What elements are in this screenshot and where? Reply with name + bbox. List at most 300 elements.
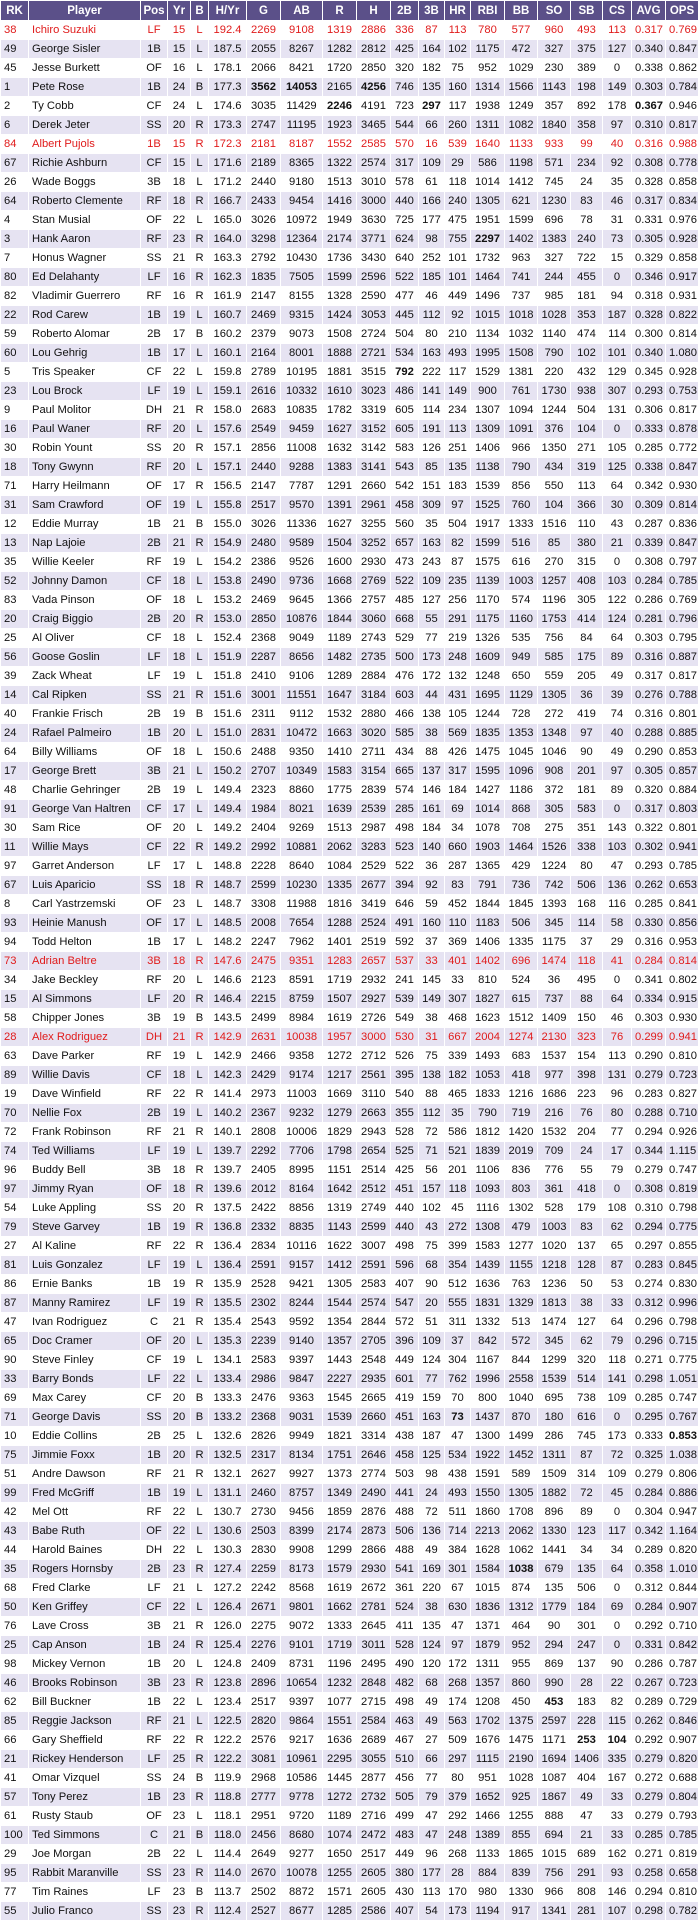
cell-2b: 361 — [391, 1579, 419, 1598]
cell-player: Luke Appling — [29, 1199, 141, 1218]
cell-cs: 0 — [603, 1180, 632, 1199]
table-row — [1, 1807, 698, 1826]
cell-bb: 1129 — [505, 686, 538, 705]
cell-3b: 75 — [419, 1047, 445, 1066]
cell-h-per-yr: 151.6 — [209, 705, 247, 724]
cell-2b: 522 — [391, 268, 419, 287]
cell-avg: 0.286 — [632, 1655, 666, 1674]
cell-3b: 36 — [419, 857, 445, 876]
cell-sb: 118 — [571, 952, 603, 971]
cell-avg: 0.344 — [632, 1142, 666, 1161]
table-row — [1, 591, 698, 610]
table-row — [1, 173, 698, 192]
table-row — [1, 914, 698, 933]
table-row — [1, 1560, 698, 1579]
cell-h-per-yr: 124.8 — [209, 1655, 247, 1674]
cell-ops: 0.857 — [666, 762, 698, 781]
cell-ops: 0.886 — [666, 1484, 698, 1503]
cell-3b: 35 — [419, 515, 445, 534]
cell-avg: 0.310 — [632, 116, 666, 135]
cell-h: 2839 — [357, 781, 391, 800]
cell-so: 1537 — [538, 1047, 571, 1066]
cell-player: Craig Biggio — [29, 610, 141, 629]
cell-player: Steve Garvey — [29, 1218, 141, 1237]
cell-so: 696 — [538, 211, 571, 230]
cell-pos: DH — [141, 1028, 168, 1047]
cell-2b: 583 — [391, 439, 419, 458]
cell-so: 559 — [538, 667, 571, 686]
cell-g: 2789 — [247, 363, 281, 382]
cell-g: 2649 — [247, 1845, 281, 1864]
cell-so: 294 — [538, 1636, 571, 1655]
cell-sb: 49 — [571, 1788, 603, 1807]
cell-h: 2596 — [357, 268, 391, 287]
cell-rk: 8 — [1, 895, 29, 914]
cell-bb: 952 — [505, 1636, 538, 1655]
cell-2b: 522 — [391, 857, 419, 876]
cell-rk: 68 — [1, 1579, 29, 1598]
cell-hr: 47 — [445, 1617, 471, 1636]
cell-r: 1151 — [323, 1161, 357, 1180]
cell-avg: 0.318 — [632, 287, 666, 306]
cell-h-per-yr: 135.3 — [209, 1332, 247, 1351]
cell-player: Rabbit Maranville — [29, 1864, 141, 1883]
cell-hr: 210 — [445, 325, 471, 344]
cell-ab: 10654 — [281, 1674, 323, 1693]
cell-rbi: 1389 — [471, 1826, 505, 1845]
cell-ab: 8680 — [281, 1826, 323, 1845]
cell-rbi: 1106 — [471, 1161, 505, 1180]
cell-rbi: 1839 — [471, 1142, 505, 1161]
cell-h: 2605 — [357, 1883, 391, 1902]
cell-player: Garret Anderson — [29, 857, 141, 876]
cell-avg: 0.316 — [632, 933, 666, 952]
cell-rk: 65 — [1, 1332, 29, 1351]
cell-3b: 137 — [419, 762, 445, 781]
cell-player: Tris Speaker — [29, 363, 141, 382]
cell-r: 1532 — [323, 705, 357, 724]
cell-3b: 252 — [419, 249, 445, 268]
cell-player: Fred Clarke — [29, 1579, 141, 1598]
cell-b: R — [191, 952, 209, 971]
cell-hr: 384 — [445, 1541, 471, 1560]
cell-cs: 0 — [603, 1408, 632, 1427]
cell-hr: 311 — [445, 1313, 471, 1332]
cell-ops: 0.801 — [666, 819, 698, 838]
cell-h-per-yr: 150.6 — [209, 743, 247, 762]
cell-pos: OF — [141, 895, 168, 914]
cell-so: 571 — [538, 154, 571, 173]
cell-hr: 268 — [445, 1674, 471, 1693]
cell-rbi: 1951 — [471, 211, 505, 230]
cell-ops: 0.710 — [666, 1617, 698, 1636]
cell-bb: 1082 — [505, 116, 538, 135]
cell-ab: 8267 — [281, 40, 323, 59]
cell-r: 1333 — [323, 1617, 357, 1636]
cell-sb: 389 — [571, 59, 603, 78]
table-row — [1, 230, 698, 249]
cell-2b: 605 — [391, 401, 419, 420]
cell-b: L — [191, 344, 209, 363]
cell-yr: 19 — [168, 705, 191, 724]
cell-g: 3081 — [247, 1750, 281, 1769]
cell-ops: 0.844 — [666, 1579, 698, 1598]
cell-yr: 20 — [168, 990, 191, 1009]
cell-3b: 80 — [419, 325, 445, 344]
cell-avg: 0.283 — [632, 1085, 666, 1104]
cell-sb: 253 — [571, 1731, 603, 1750]
cell-h-per-yr: 158.0 — [209, 401, 247, 420]
cell-player: Adrian Beltre — [29, 952, 141, 971]
table-row — [1, 572, 698, 591]
cell-sb: 205 — [571, 667, 603, 686]
cell-2b: 451 — [391, 1408, 419, 1427]
cell-2b: 440 — [391, 1199, 419, 1218]
cell-hr: 29 — [445, 154, 471, 173]
cell-ab: 9112 — [281, 705, 323, 724]
cell-rk: 34 — [1, 971, 29, 990]
cell-r: 1424 — [323, 306, 357, 325]
cell-2b: 485 — [391, 591, 419, 610]
cell-ops: 0.798 — [666, 1313, 698, 1332]
cell-cs: 107 — [603, 1902, 632, 1921]
cell-ops: 0.715 — [666, 1332, 698, 1351]
cell-2b: 540 — [391, 1085, 419, 1104]
cell-avg: 0.285 — [632, 439, 666, 458]
cell-ops: 1.051 — [666, 1370, 698, 1389]
cell-cs: 76 — [603, 1028, 632, 1047]
cell-r: 1383 — [323, 458, 357, 477]
cell-yr: 19 — [168, 1142, 191, 1161]
cell-r: 1888 — [323, 344, 357, 363]
cell-g: 2527 — [247, 1902, 281, 1921]
cell-b: L — [191, 1807, 209, 1826]
cell-pos: 1B — [141, 724, 168, 743]
cell-ab: 9456 — [281, 1503, 323, 1522]
table-row — [1, 1655, 698, 1674]
cell-yr: 22 — [168, 1522, 191, 1541]
cell-g: 2302 — [247, 1294, 281, 1313]
cell-sb: 240 — [571, 230, 603, 249]
cell-yr: 19 — [168, 781, 191, 800]
cell-bb: 803 — [505, 1180, 538, 1199]
cell-cs: 40 — [603, 724, 632, 743]
cell-h: 3255 — [357, 515, 391, 534]
cell-hr: 170 — [445, 1883, 471, 1902]
cell-ab: 8757 — [281, 1484, 323, 1503]
cell-r: 2174 — [323, 1522, 357, 1541]
cell-3b: 145 — [419, 971, 445, 990]
cell-pos: LF — [141, 1750, 168, 1769]
cell-h: 2848 — [357, 1674, 391, 1693]
cell-2b: 336 — [391, 21, 419, 40]
cell-ops: 0.769 — [666, 21, 698, 40]
cell-so: 1840 — [538, 116, 571, 135]
cell-ops: 0.778 — [666, 154, 698, 173]
cell-sb: 89 — [571, 1503, 603, 1522]
cell-b: L — [191, 1370, 209, 1389]
cell-avg: 0.289 — [632, 1693, 666, 1712]
cell-hr: 755 — [445, 230, 471, 249]
cell-r: 1751 — [323, 1446, 357, 1465]
cell-rbi: 1167 — [471, 1351, 505, 1370]
cell-player: Luis Gonzalez — [29, 1256, 141, 1275]
cell-h: 2724 — [357, 325, 391, 344]
cell-rbi: 1623 — [471, 1009, 505, 1028]
cell-hr: 219 — [445, 629, 471, 648]
cell-avg: 0.288 — [632, 724, 666, 743]
cell-cs: 72 — [603, 1446, 632, 1465]
cell-ab: 9847 — [281, 1370, 323, 1389]
cell-rbi: 1332 — [471, 1313, 505, 1332]
cell-avg: 0.279 — [632, 1788, 666, 1807]
cell-rk: 25 — [1, 1636, 29, 1655]
table-row — [1, 1237, 698, 1256]
cell-so: 361 — [538, 1180, 571, 1199]
cell-ops: 0.814 — [666, 952, 698, 971]
cell-h: 2660 — [357, 477, 391, 496]
cell-2b: 498 — [391, 819, 419, 838]
cell-r: 1650 — [323, 1845, 357, 1864]
cell-sb: 223 — [571, 1085, 603, 1104]
cell-bb: 1508 — [505, 344, 538, 363]
cell-h: 2646 — [357, 1446, 391, 1465]
cell-ab: 9421 — [281, 1275, 323, 1294]
cell-cs: 143 — [603, 819, 632, 838]
cell-g: 2181 — [247, 135, 281, 154]
table-row — [1, 1693, 698, 1712]
cell-cs: 43 — [603, 515, 632, 534]
header-2b: 2B — [391, 1, 419, 21]
cell-pos: 3B — [141, 173, 168, 192]
cell-hr: 287 — [445, 857, 471, 876]
cell-so: 230 — [538, 59, 571, 78]
cell-avg: 0.295 — [632, 1408, 666, 1427]
cell-bb: 429 — [505, 857, 538, 876]
cell-r: 1599 — [323, 268, 357, 287]
cell-avg: 0.279 — [632, 1807, 666, 1826]
cell-rk: 23 — [1, 382, 29, 401]
cell-avg: 0.284 — [632, 572, 666, 591]
cell-pos: LF — [141, 1883, 168, 1902]
cell-2b: 467 — [391, 1731, 419, 1750]
cell-ab: 9358 — [281, 1047, 323, 1066]
cell-yr: 19 — [168, 1104, 191, 1123]
cell-3b: 38 — [419, 724, 445, 743]
cell-bb: 763 — [505, 1275, 538, 1294]
cell-ops: 0.806 — [666, 1465, 698, 1484]
cell-sb: 305 — [571, 591, 603, 610]
cell-rk: 63 — [1, 1047, 29, 1066]
cell-pos: RF — [141, 458, 168, 477]
cell-h-per-yr: 127.4 — [209, 1560, 247, 1579]
cell-bb: 1091 — [505, 420, 538, 439]
cell-h-per-yr: 149.4 — [209, 781, 247, 800]
cell-ab: 9778 — [281, 1788, 323, 1807]
cell-2b: 549 — [391, 1009, 419, 1028]
cell-h: 2844 — [357, 1313, 391, 1332]
cell-b: L — [191, 1427, 209, 1446]
cell-g: 2896 — [247, 1674, 281, 1693]
cell-h-per-yr: 157.6 — [209, 420, 247, 439]
cell-player: Nap Lajoie — [29, 534, 141, 553]
cell-g: 2422 — [247, 1199, 281, 1218]
cell-g: 2311 — [247, 705, 281, 724]
cell-g: 2287 — [247, 648, 281, 667]
table-row — [1, 306, 698, 325]
cell-b: R — [191, 192, 209, 211]
cell-2b: 458 — [391, 496, 419, 515]
cell-b: L — [191, 857, 209, 876]
cell-bb: 874 — [505, 1579, 538, 1598]
cell-rk: 86 — [1, 1275, 29, 1294]
cell-yr: 18 — [168, 591, 191, 610]
cell-so: 1694 — [538, 1750, 571, 1769]
cell-b: L — [191, 1598, 209, 1617]
cell-h-per-yr: 160.1 — [209, 344, 247, 363]
cell-bb: 589 — [505, 1465, 538, 1484]
cell-pos: LF — [141, 990, 168, 1009]
cell-yr: 19 — [168, 1484, 191, 1503]
cell-pos: 1B — [141, 135, 168, 154]
cell-ab: 8984 — [281, 1009, 323, 1028]
cell-r: 1305 — [323, 1275, 357, 1294]
cell-cs: 0 — [603, 1617, 632, 1636]
cell-b: R — [191, 1218, 209, 1237]
table-row — [1, 743, 698, 762]
cell-bb: 696 — [505, 952, 538, 971]
cell-pos: LF — [141, 1256, 168, 1275]
cell-r: 1821 — [323, 1427, 357, 1446]
cell-2b: 396 — [391, 1332, 419, 1351]
header-rbi: RBI — [471, 1, 505, 21]
cell-h: 2519 — [357, 933, 391, 952]
cell-cs: 17 — [603, 1142, 632, 1161]
cell-player: Sam Crawford — [29, 496, 141, 515]
cell-h-per-yr: 122.2 — [209, 1731, 247, 1750]
cell-yr: 16 — [168, 287, 191, 306]
cell-ab: 8244 — [281, 1294, 323, 1313]
cell-2b: 458 — [391, 1446, 419, 1465]
cell-so: 345 — [538, 1332, 571, 1351]
cell-rbi: 1702 — [471, 1712, 505, 1731]
cell-rbi: 1015 — [471, 1579, 505, 1598]
cell-cs: 122 — [603, 591, 632, 610]
table-row — [1, 1370, 698, 1389]
cell-h: 3060 — [357, 610, 391, 629]
cell-sb: 455 — [571, 268, 603, 287]
cell-so: 1311 — [538, 1446, 571, 1465]
cell-avg: 0.329 — [632, 249, 666, 268]
cell-pos: SS — [141, 686, 168, 705]
cell-bb: 719 — [505, 1104, 538, 1123]
cell-player: Ken Griffey — [29, 1598, 141, 1617]
cell-r: 1482 — [323, 648, 357, 667]
cell-player: Vladimir Guerrero — [29, 287, 141, 306]
cell-sb: 150 — [571, 1009, 603, 1028]
cell-ops: 0.853 — [666, 743, 698, 762]
cell-2b: 476 — [391, 667, 419, 686]
cell-cs: 47 — [603, 857, 632, 876]
cell-ops: 0.793 — [666, 1807, 698, 1826]
cell-ab: 8365 — [281, 154, 323, 173]
cell-g: 2008 — [247, 914, 281, 933]
cell-cs: 34 — [603, 1541, 632, 1560]
cell-3b: 68 — [419, 1674, 445, 1693]
cell-hr: 714 — [445, 1522, 471, 1541]
cell-yr: 20 — [168, 116, 191, 135]
cell-b: B — [191, 1769, 209, 1788]
cell-cs: 117 — [603, 1522, 632, 1541]
cell-h: 2590 — [357, 287, 391, 306]
cell-player: Sam Rice — [29, 819, 141, 838]
cell-b: B — [191, 1826, 209, 1845]
cell-hr: 569 — [445, 724, 471, 743]
cell-so: 1393 — [538, 895, 571, 914]
cell-ops: 0.784 — [666, 78, 698, 97]
cell-2b: 640 — [391, 249, 419, 268]
cell-3b: 33 — [419, 952, 445, 971]
cell-3b: 124 — [419, 1636, 445, 1655]
cell-sb: 414 — [571, 610, 603, 629]
cell-cs: 131 — [603, 401, 632, 420]
cell-r: 2246 — [323, 97, 357, 116]
cell-ops: 0.787 — [666, 1655, 698, 1674]
cell-rk: 45 — [1, 59, 29, 78]
cell-rbi: 1550 — [471, 1484, 505, 1503]
table-row — [1, 629, 698, 648]
cell-avg: 0.287 — [632, 515, 666, 534]
cell-ops: 0.885 — [666, 724, 698, 743]
cell-2b: 463 — [391, 1712, 419, 1731]
table-row — [1, 1484, 698, 1503]
cell-avg: 0.304 — [632, 1503, 666, 1522]
cell-ab: 7962 — [281, 933, 323, 952]
cell-yr: 19 — [168, 496, 191, 515]
table-row — [1, 477, 698, 496]
cell-h-per-yr: 130.3 — [209, 1541, 247, 1560]
cell-avg: 0.342 — [632, 477, 666, 496]
header-player: Player — [29, 1, 141, 21]
cell-g: 2830 — [247, 1541, 281, 1560]
cell-ab: 9350 — [281, 743, 323, 762]
cell-rbi: 1732 — [471, 249, 505, 268]
cell-g: 2488 — [247, 743, 281, 762]
cell-b: R — [191, 1180, 209, 1199]
cell-cs: 90 — [603, 1655, 632, 1674]
cell-2b: 320 — [391, 59, 419, 78]
cell-3b: 59 — [419, 895, 445, 914]
cell-sb: 808 — [571, 1883, 603, 1902]
cell-ab: 8860 — [281, 781, 323, 800]
cell-b: R — [191, 990, 209, 1009]
cell-sb: 320 — [571, 1351, 603, 1370]
cell-g: 2275 — [247, 1617, 281, 1636]
cell-bb: 1160 — [505, 610, 538, 629]
cell-h-per-yr: 133.4 — [209, 1370, 247, 1389]
cell-r: 1539 — [323, 1408, 357, 1427]
cell-3b: 61 — [419, 173, 445, 192]
cell-3b: 24 — [419, 1484, 445, 1503]
cell-pos: 3B — [141, 1009, 168, 1028]
cell-player: George Van Haltren — [29, 800, 141, 819]
cell-bb: 1133 — [505, 135, 538, 154]
cell-g: 2269 — [247, 21, 281, 40]
cell-so: 888 — [538, 1807, 571, 1826]
cell-bb: 1062 — [505, 1541, 538, 1560]
cell-b: B — [191, 515, 209, 534]
cell-2b: 510 — [391, 1750, 419, 1769]
